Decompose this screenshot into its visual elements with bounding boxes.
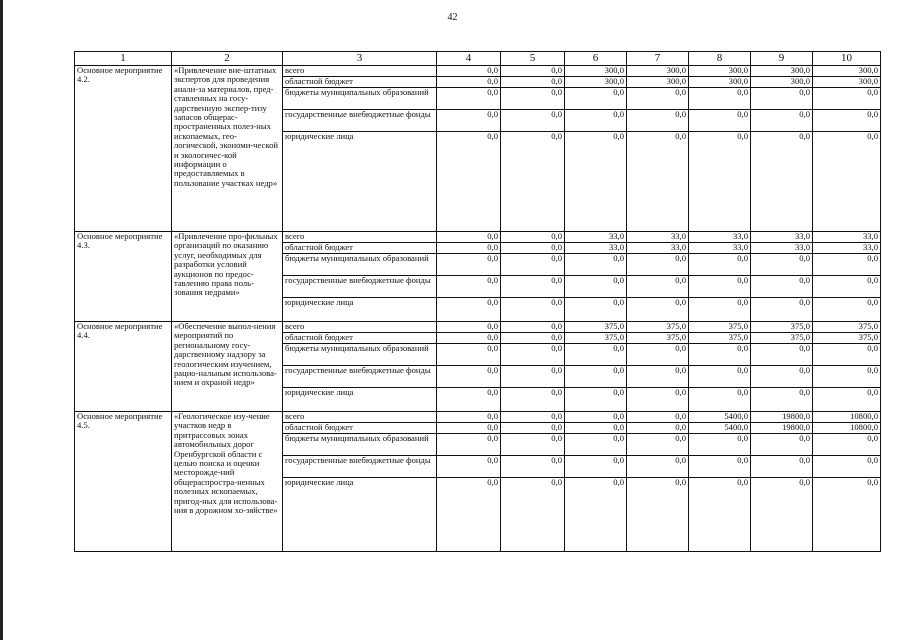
budget-table bbox=[74, 51, 881, 552]
amount-cell: 0,0 bbox=[437, 132, 501, 232]
amount-cell: 0,0 bbox=[501, 456, 565, 478]
amount-cell: 0,0 bbox=[565, 366, 627, 388]
amount-cell: 0,0 bbox=[627, 434, 689, 456]
amount-cell: 0,0 bbox=[437, 478, 501, 552]
amount-cell: 375,0 bbox=[627, 322, 689, 333]
amount-cell: 0,0 bbox=[501, 366, 565, 388]
amount-cell: 33,0 bbox=[751, 243, 813, 254]
header-cell: 3 bbox=[283, 52, 437, 66]
amount-cell: 300,0 bbox=[565, 77, 627, 88]
measure-label: Основное мероприятие 4.5. bbox=[75, 412, 172, 552]
amount-cell: 0,0 bbox=[501, 478, 565, 552]
funding-source: государственные внебюджетные фонды bbox=[283, 366, 437, 388]
amount-cell: 0,0 bbox=[437, 344, 501, 366]
amount-cell: 0,0 bbox=[501, 434, 565, 456]
table-row bbox=[75, 232, 881, 243]
measure-description: «Обеспечение выпол-нения мероприятий по региональному госу-дарственному надзору за геологическим изучением, рацио-нальным использова-нием и охраной недр» bbox=[172, 322, 283, 412]
amount-cell: 33,0 bbox=[813, 243, 881, 254]
amount-cell: 33,0 bbox=[751, 232, 813, 243]
header-cell: 5 bbox=[501, 52, 565, 66]
amount-cell: 0,0 bbox=[437, 434, 501, 456]
funding-source: всего bbox=[283, 412, 437, 423]
amount-cell: 0,0 bbox=[501, 322, 565, 333]
amount-cell: 0,0 bbox=[565, 88, 627, 110]
table-row bbox=[75, 412, 881, 423]
amount-cell: 0,0 bbox=[437, 232, 501, 243]
amount-cell: 0,0 bbox=[751, 456, 813, 478]
amount-cell: 375,0 bbox=[813, 322, 881, 333]
amount-cell: 0,0 bbox=[751, 254, 813, 276]
amount-cell: 0,0 bbox=[437, 298, 501, 322]
amount-cell: 0,0 bbox=[689, 456, 751, 478]
amount-cell: 33,0 bbox=[565, 243, 627, 254]
amount-cell: 0,0 bbox=[501, 243, 565, 254]
amount-cell: 300,0 bbox=[689, 77, 751, 88]
amount-cell: 0,0 bbox=[437, 456, 501, 478]
measure-label: Основное мероприятие 4.2. bbox=[75, 66, 172, 232]
amount-cell: 33,0 bbox=[565, 232, 627, 243]
amount-cell: 0,0 bbox=[501, 333, 565, 344]
amount-cell: 0,0 bbox=[813, 110, 881, 132]
amount-cell: 0,0 bbox=[689, 132, 751, 232]
amount-cell: 0,0 bbox=[565, 276, 627, 298]
amount-cell: 0,0 bbox=[751, 434, 813, 456]
amount-cell: 0,0 bbox=[437, 412, 501, 423]
amount-cell: 0,0 bbox=[565, 298, 627, 322]
amount-cell: 0,0 bbox=[501, 298, 565, 322]
amount-cell: 0,0 bbox=[437, 254, 501, 276]
amount-cell: 0,0 bbox=[627, 344, 689, 366]
funding-source: всего bbox=[283, 232, 437, 243]
amount-cell: 0,0 bbox=[627, 110, 689, 132]
amount-cell: 0,0 bbox=[627, 298, 689, 322]
amount-cell: 33,0 bbox=[689, 243, 751, 254]
amount-cell: 0,0 bbox=[437, 322, 501, 333]
amount-cell: 0,0 bbox=[501, 276, 565, 298]
amount-cell: 33,0 bbox=[627, 232, 689, 243]
amount-cell: 0,0 bbox=[565, 132, 627, 232]
funding-source: бюджеты муниципальных образований bbox=[283, 254, 437, 276]
amount-cell: 375,0 bbox=[751, 333, 813, 344]
amount-cell: 33,0 bbox=[689, 232, 751, 243]
amount-cell: 0,0 bbox=[813, 434, 881, 456]
amount-cell: 0,0 bbox=[501, 132, 565, 232]
amount-cell: 5400,0 bbox=[689, 412, 751, 423]
amount-cell: 0,0 bbox=[751, 478, 813, 552]
funding-source: бюджеты муниципальных образований bbox=[283, 434, 437, 456]
amount-cell: 0,0 bbox=[501, 77, 565, 88]
amount-cell: 375,0 bbox=[689, 322, 751, 333]
amount-cell: 0,0 bbox=[565, 456, 627, 478]
table-row bbox=[75, 66, 881, 77]
header-cell: 4 bbox=[437, 52, 501, 66]
amount-cell: 0,0 bbox=[437, 423, 501, 434]
amount-cell: 300,0 bbox=[813, 77, 881, 88]
amount-cell: 0,0 bbox=[565, 254, 627, 276]
amount-cell: 0,0 bbox=[813, 388, 881, 412]
funding-source: областной бюджет bbox=[283, 423, 437, 434]
funding-source: государственные внебюджетные фонды bbox=[283, 276, 437, 298]
funding-source: областной бюджет bbox=[283, 333, 437, 344]
amount-cell: 0,0 bbox=[751, 88, 813, 110]
header-cell: 6 bbox=[565, 52, 627, 66]
amount-cell: 0,0 bbox=[813, 88, 881, 110]
measure-description: «Привлечение вне-штатных экспертов для проведения анали-за материалов, пред-ставленных на госу-дарственную экспер-тизу запасов общерас-пространенных полез-ных ископаемых, гео-логической, экономи-ческой и экологичес-кой информации о предоставляемых в пользование участках недр» bbox=[172, 66, 283, 232]
header-cell: 7 bbox=[627, 52, 689, 66]
amount-cell: 0,0 bbox=[437, 243, 501, 254]
header-cell: 9 bbox=[751, 52, 813, 66]
measure-label: Основное мероприятие 4.3. bbox=[75, 232, 172, 322]
amount-cell: 0,0 bbox=[689, 344, 751, 366]
scan-edge-bar bbox=[0, 0, 3, 640]
amount-cell: 0,0 bbox=[627, 132, 689, 232]
funding-source: юридические лица bbox=[283, 132, 437, 232]
amount-cell: 0,0 bbox=[501, 88, 565, 110]
amount-cell: 300,0 bbox=[689, 66, 751, 77]
amount-cell: 0,0 bbox=[501, 388, 565, 412]
amount-cell: 33,0 bbox=[813, 232, 881, 243]
funding-source: всего bbox=[283, 322, 437, 333]
header-cell: 2 bbox=[172, 52, 283, 66]
amount-cell: 0,0 bbox=[437, 366, 501, 388]
measure-description: «Геологическое изу-чение участков недр в притрассовых зонах автомобильных дорог Оренбургской области с целью поиска и оценки месторожде-ний общераспростра-ненных полезных ископаемых, пригод-ных для использова-ния в дорожном хо-зяйстве» bbox=[172, 412, 283, 552]
amount-cell: 0,0 bbox=[751, 388, 813, 412]
amount-cell: 0,0 bbox=[437, 333, 501, 344]
amount-cell: 0,0 bbox=[627, 388, 689, 412]
amount-cell: 0,0 bbox=[689, 88, 751, 110]
amount-cell: 0,0 bbox=[437, 66, 501, 77]
amount-cell: 0,0 bbox=[627, 456, 689, 478]
amount-cell: 0,0 bbox=[627, 88, 689, 110]
amount-cell: 375,0 bbox=[751, 322, 813, 333]
amount-cell: 0,0 bbox=[501, 344, 565, 366]
page-number: 42 bbox=[447, 12, 458, 23]
amount-cell: 0,0 bbox=[627, 366, 689, 388]
amount-cell: 0,0 bbox=[565, 344, 627, 366]
funding-source: бюджеты муниципальных образований bbox=[283, 88, 437, 110]
header-cell: 1 bbox=[75, 52, 172, 66]
amount-cell: 10800,0 bbox=[813, 423, 881, 434]
amount-cell: 0,0 bbox=[751, 132, 813, 232]
amount-cell: 0,0 bbox=[501, 232, 565, 243]
amount-cell: 0,0 bbox=[437, 276, 501, 298]
amount-cell: 0,0 bbox=[437, 388, 501, 412]
amount-cell: 0,0 bbox=[813, 298, 881, 322]
amount-cell: 0,0 bbox=[813, 254, 881, 276]
funding-source: юридические лица bbox=[283, 478, 437, 552]
amount-cell: 0,0 bbox=[501, 254, 565, 276]
funding-source: областной бюджет bbox=[283, 243, 437, 254]
amount-cell: 300,0 bbox=[627, 66, 689, 77]
amount-cell: 0,0 bbox=[565, 423, 627, 434]
amount-cell: 0,0 bbox=[813, 478, 881, 552]
amount-cell: 5400,0 bbox=[689, 423, 751, 434]
amount-cell: 19800,0 bbox=[751, 423, 813, 434]
amount-cell: 0,0 bbox=[501, 423, 565, 434]
amount-cell: 300,0 bbox=[751, 77, 813, 88]
header-row bbox=[75, 52, 881, 66]
amount-cell: 375,0 bbox=[565, 333, 627, 344]
amount-cell: 300,0 bbox=[627, 77, 689, 88]
amount-cell: 0,0 bbox=[565, 388, 627, 412]
funding-source: бюджеты муниципальных образований bbox=[283, 344, 437, 366]
amount-cell: 0,0 bbox=[627, 276, 689, 298]
amount-cell: 0,0 bbox=[565, 412, 627, 423]
amount-cell: 0,0 bbox=[751, 298, 813, 322]
table-row bbox=[75, 322, 881, 333]
amount-cell: 0,0 bbox=[689, 110, 751, 132]
measure-description: «Привлечение про-фильных организаций по оказанию услуг, необходимых для разработки условий аукционов по предос-тавлению права поль-зования недрами» bbox=[172, 232, 283, 322]
header-cell: 8 bbox=[689, 52, 751, 66]
amount-cell: 0,0 bbox=[751, 344, 813, 366]
header-cell: 10 bbox=[813, 52, 881, 66]
funding-source: юридические лица bbox=[283, 388, 437, 412]
amount-cell: 0,0 bbox=[501, 412, 565, 423]
amount-cell: 0,0 bbox=[813, 456, 881, 478]
measure-label: Основное мероприятие 4.4. bbox=[75, 322, 172, 412]
amount-cell: 375,0 bbox=[565, 322, 627, 333]
amount-cell: 0,0 bbox=[627, 254, 689, 276]
amount-cell: 0,0 bbox=[437, 77, 501, 88]
amount-cell: 0,0 bbox=[689, 478, 751, 552]
amount-cell: 0,0 bbox=[689, 254, 751, 276]
amount-cell: 0,0 bbox=[751, 366, 813, 388]
amount-cell: 0,0 bbox=[437, 110, 501, 132]
amount-cell: 0,0 bbox=[751, 276, 813, 298]
amount-cell: 0,0 bbox=[813, 132, 881, 232]
funding-source: областной бюджет bbox=[283, 77, 437, 88]
amount-cell: 300,0 bbox=[751, 66, 813, 77]
amount-cell: 300,0 bbox=[813, 66, 881, 77]
amount-cell: 0,0 bbox=[689, 298, 751, 322]
amount-cell: 375,0 bbox=[627, 333, 689, 344]
amount-cell: 0,0 bbox=[813, 344, 881, 366]
amount-cell: 0,0 bbox=[565, 434, 627, 456]
amount-cell: 19800,0 bbox=[751, 412, 813, 423]
amount-cell: 33,0 bbox=[627, 243, 689, 254]
amount-cell: 0,0 bbox=[565, 478, 627, 552]
amount-cell: 0,0 bbox=[437, 88, 501, 110]
amount-cell: 375,0 bbox=[813, 333, 881, 344]
amount-cell: 0,0 bbox=[565, 110, 627, 132]
funding-source: всего bbox=[283, 66, 437, 77]
amount-cell: 0,0 bbox=[689, 366, 751, 388]
amount-cell: 0,0 bbox=[627, 423, 689, 434]
funding-source: государственные внебюджетные фонды bbox=[283, 110, 437, 132]
table-body bbox=[75, 66, 881, 552]
amount-cell: 300,0 bbox=[565, 66, 627, 77]
amount-cell: 0,0 bbox=[627, 478, 689, 552]
amount-cell: 10800,0 bbox=[813, 412, 881, 423]
amount-cell: 0,0 bbox=[689, 276, 751, 298]
amount-cell: 0,0 bbox=[751, 110, 813, 132]
amount-cell: 0,0 bbox=[689, 388, 751, 412]
funding-source: государственные внебюджетные фонды bbox=[283, 456, 437, 478]
amount-cell: 0,0 bbox=[501, 110, 565, 132]
amount-cell: 0,0 bbox=[501, 66, 565, 77]
amount-cell: 0,0 bbox=[813, 366, 881, 388]
amount-cell: 375,0 bbox=[689, 333, 751, 344]
amount-cell: 0,0 bbox=[813, 276, 881, 298]
funding-source: юридические лица bbox=[283, 298, 437, 322]
amount-cell: 0,0 bbox=[689, 434, 751, 456]
amount-cell: 0,0 bbox=[627, 412, 689, 423]
